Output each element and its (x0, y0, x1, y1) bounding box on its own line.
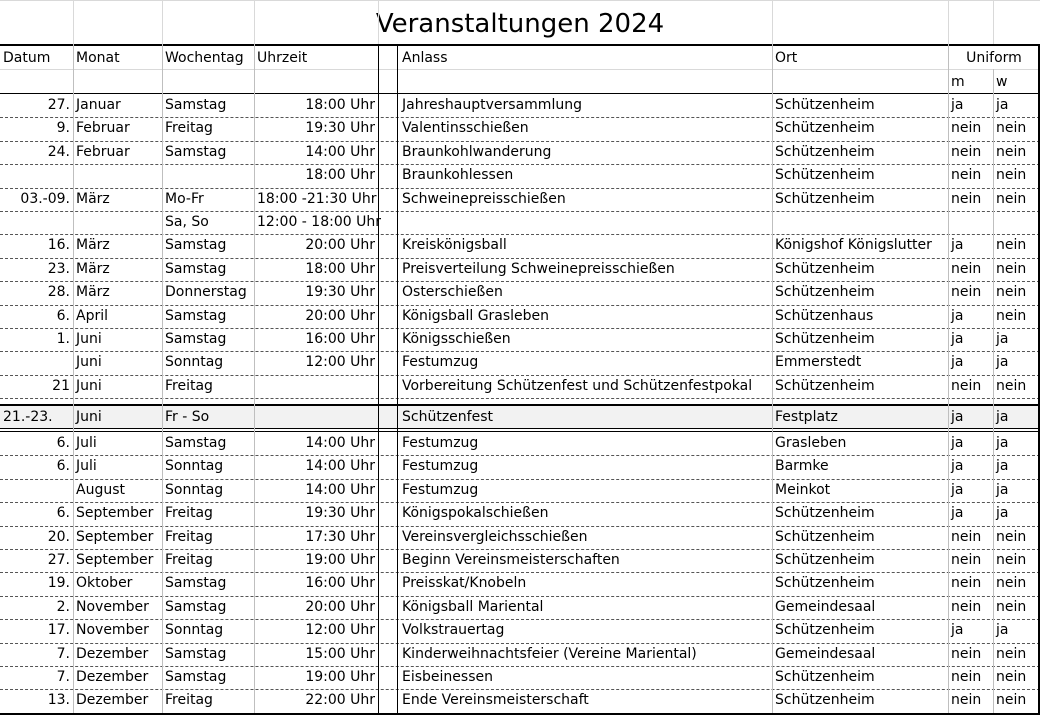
cell-m: nein (951, 377, 982, 394)
cell-monat: September (76, 552, 154, 568)
highlight-anlass: Schützenfest (402, 409, 493, 425)
cell-ort: Schützenheim (775, 167, 875, 184)
header-uhrzeit: Uhrzeit (257, 50, 308, 66)
column-divider (378, 0, 379, 44)
sheet-title: Veranstaltungen 2024 (375, 9, 665, 39)
cell-ort: Schützenhaus (775, 307, 874, 324)
cell-wochentag: Sonntag (165, 354, 224, 371)
cell-m: nein (951, 598, 982, 615)
cell-w (993, 211, 1040, 234)
cell-ort: Schützenheim (775, 528, 875, 545)
cell-m: nein (951, 260, 982, 277)
cell-m: nein (951, 692, 982, 709)
cell-uhrzeit: 17:30 Uhr (305, 528, 375, 545)
cell-w: nein (996, 669, 1027, 685)
cell-wochentag: Samstag (165, 435, 227, 451)
cell-ort (772, 211, 948, 234)
cell-uhrzeit: 18:00 Uhr (305, 260, 375, 277)
cell-w: nein (996, 307, 1027, 324)
cell-w: nein (996, 167, 1027, 184)
cell-anlass: Königsball Grasleben (402, 307, 550, 324)
cell-ort: Meinkot (775, 481, 831, 498)
column-divider (73, 44, 74, 713)
header-datum: Datum (3, 50, 51, 66)
cell-anlass: Festumzug (402, 481, 479, 498)
cell-w: nein (996, 284, 1027, 301)
cell-wochentag: Samstag (165, 143, 227, 160)
cell-anlass: Valentinsschießen (402, 120, 529, 137)
cell-uhrzeit: 16:00 Uhr (305, 575, 375, 592)
column-divider (772, 44, 773, 713)
cell-monat: Oktober (76, 575, 133, 592)
cell-monat: Juni (76, 377, 102, 394)
cell-monat (73, 211, 162, 234)
cell-anlass: Königsschießen (402, 331, 511, 347)
cell-w: nein (996, 692, 1027, 709)
row-divider (0, 398, 1040, 399)
cell-anlass: Ende Vereinsmeisterschaft (402, 692, 589, 709)
column-divider (772, 0, 773, 44)
cell-uhrzeit: 19:00 Uhr (305, 669, 375, 685)
cell-ort: Schützenheim (775, 190, 875, 207)
header-ort: Ort (775, 50, 798, 66)
cell-wochentag: Freitag (165, 120, 213, 137)
highlight-uhrzeit (254, 406, 378, 428)
header-uniform-w: w (996, 74, 1008, 90)
header-anlass: Anlass (402, 50, 448, 66)
cell-anlass (399, 211, 772, 234)
cell-w: ja (996, 435, 1009, 451)
cell-ort: Gemeindesaal (775, 598, 876, 615)
cell-anlass: Festumzug (402, 458, 479, 475)
header-monat: Monat (76, 50, 120, 66)
cell-wochentag: Samstag (165, 307, 227, 324)
cell-m: ja (951, 354, 964, 371)
cell-m: nein (951, 645, 982, 662)
cell-monat: September (76, 505, 154, 522)
column-divider (73, 0, 74, 44)
cell-monat: Februar (76, 120, 130, 137)
cell-uhrzeit: 14:00 Uhr (305, 481, 375, 498)
cell-w: nein (996, 143, 1027, 160)
cell-monat: Januar (76, 97, 121, 113)
cell-wochentag: Samstag (165, 260, 227, 277)
cell-wochentag: Sa, So (165, 214, 209, 230)
cell-uhrzeit: 19:30 Uhr (305, 120, 375, 137)
cell-uhrzeit (254, 375, 378, 398)
cell-datum: 03.-09. (20, 190, 70, 207)
cell-w: ja (996, 505, 1009, 522)
cell-wochentag: Sonntag (165, 622, 224, 639)
cell-datum: 7. (56, 645, 70, 662)
cell-anlass: Osterschießen (402, 284, 503, 301)
cell-ort: Schützenheim (775, 669, 875, 685)
cell-monat: März (76, 260, 110, 277)
cell-ort: Schützenheim (775, 552, 875, 568)
cell-uhrzeit: 20:00 Uhr (305, 598, 375, 615)
cell-m: ja (951, 622, 964, 639)
cell-datum (0, 211, 73, 234)
cell-datum: 6. (56, 435, 70, 451)
cell-monat: November (76, 598, 149, 615)
cell-m: nein (951, 284, 982, 301)
cell-ort: Emmerstedt (775, 354, 862, 371)
cell-anlass: Preisskat/Knobeln (402, 575, 527, 592)
cell-m: ja (951, 505, 964, 522)
cell-uhrzeit: 19:00 Uhr (305, 552, 375, 568)
cell-uhrzeit: 14:00 Uhr (305, 435, 375, 451)
column-divider (254, 0, 255, 44)
cell-uhrzeit: 15:00 Uhr (305, 645, 375, 662)
cell-ort: Königshof Königslutter (775, 237, 932, 254)
cell-ort: Schützenheim (775, 622, 875, 639)
cell-monat: August (76, 481, 125, 498)
cell-monat: März (76, 284, 110, 301)
cell-m: ja (951, 97, 964, 113)
cell-anlass: Eisbeinessen (402, 669, 493, 685)
cell-monat: April (76, 307, 108, 324)
highlight-ort: Festplatz (775, 409, 838, 425)
cell-wochentag: Freitag (165, 528, 213, 545)
cell-wochentag: Samstag (165, 331, 227, 347)
cell-monat: März (76, 237, 110, 254)
column-divider (378, 44, 379, 713)
row-divider (0, 0, 1040, 1)
cell-m: ja (951, 331, 964, 347)
cell-w: nein (996, 598, 1027, 615)
cell-anlass: Braunkohlessen (402, 167, 514, 184)
cell-datum: 13. (47, 692, 70, 709)
cell-anlass: Königspokalschießen (402, 505, 549, 522)
cell-wochentag: Freitag (165, 505, 213, 522)
highlight-m: ja (951, 409, 964, 425)
cell-w: nein (996, 528, 1027, 545)
row-divider (0, 428, 1040, 429)
cell-wochentag: Samstag (165, 598, 227, 615)
cell-m: nein (951, 143, 982, 160)
cell-datum (0, 164, 73, 187)
cell-m: nein (951, 528, 982, 545)
cell-ort: Schützenheim (775, 143, 875, 160)
cell-w: nein (996, 190, 1027, 207)
column-divider (162, 0, 163, 44)
cell-m: ja (951, 481, 964, 498)
cell-w: nein (996, 377, 1027, 394)
cell-w: ja (996, 622, 1009, 639)
cell-datum: 21 (52, 377, 70, 394)
cell-monat: Februar (76, 143, 130, 160)
cell-anlass: Kinderweihnachtsfeier (Vereine Mariental) (402, 645, 697, 662)
cell-datum (0, 351, 73, 374)
cell-anlass: Kreiskönigsball (402, 237, 507, 254)
cell-datum: 27. (47, 552, 70, 568)
cell-datum: 28. (47, 284, 70, 301)
cell-m: nein (951, 190, 982, 207)
cell-wochentag: Samstag (165, 645, 227, 662)
cell-monat: Juni (76, 354, 102, 371)
cell-anlass: Beginn Vereinsmeisterschaften (402, 552, 620, 568)
row-divider (0, 44, 1040, 46)
cell-uhrzeit: 16:00 Uhr (305, 331, 375, 347)
cell-wochentag: Sonntag (165, 458, 224, 475)
cell-ort: Schützenheim (775, 505, 875, 522)
cell-w: nein (996, 260, 1027, 277)
cell-wochentag: Samstag (165, 669, 227, 685)
cell-ort: Schützenheim (775, 692, 875, 709)
cell-uhrzeit: 14:00 Uhr (305, 143, 375, 160)
cell-datum: 20. (47, 528, 70, 545)
column-divider (397, 44, 398, 713)
cell-uhrzeit: 18:00 Uhr (305, 167, 375, 184)
highlight-w: ja (996, 409, 1009, 425)
cell-w: nein (996, 645, 1027, 662)
cell-m: nein (951, 167, 982, 184)
cell-monat: Dezember (76, 669, 149, 685)
cell-anlass: Festumzug (402, 435, 479, 451)
cell-monat: März (76, 190, 110, 207)
cell-uhrzeit: 19:30 Uhr (305, 284, 375, 301)
cell-m: ja (951, 435, 964, 451)
cell-wochentag: Mo-Fr (165, 190, 204, 207)
highlight-datum: 21.-23. (3, 409, 53, 425)
cell-anlass: Jahreshauptversammlung (402, 97, 582, 113)
cell-w: nein (996, 237, 1027, 254)
cell-uhrzeit: 20:00 Uhr (305, 307, 375, 324)
cell-wochentag: Samstag (165, 575, 227, 592)
cell-uhrzeit: 12:00 Uhr (305, 354, 375, 371)
cell-m: nein (951, 120, 982, 137)
cell-w: ja (996, 331, 1009, 347)
cell-anlass: Festumzug (402, 354, 479, 371)
cell-w: nein (996, 575, 1027, 592)
cell-w: nein (996, 120, 1027, 137)
cell-monat: Juli (76, 458, 97, 475)
cell-monat: November (76, 622, 149, 639)
column-divider (993, 0, 994, 44)
cell-monat: Juli (76, 435, 97, 451)
header-wochentag: Wochentag (165, 50, 244, 66)
cell-datum: 9. (56, 120, 70, 137)
cell-wochentag: Donnerstag (165, 284, 247, 301)
cell-wochentag: Freitag (165, 377, 213, 394)
cell-ort: Schützenheim (775, 260, 875, 277)
cell-wochentag: Freitag (165, 692, 213, 709)
cell-uhrzeit: 20:00 Uhr (305, 237, 375, 254)
cell-uhrzeit: 18:00 -21:30 Uhr (257, 190, 377, 207)
cell-wochentag: Samstag (165, 97, 227, 113)
cell-ort: Grasleben (775, 435, 847, 451)
cell-datum: 19. (47, 575, 70, 592)
highlight-wochentag: Fr - So (165, 409, 210, 425)
cell-ort: Gemeindesaal (775, 645, 876, 662)
cell-monat: Dezember (76, 645, 149, 662)
cell-w: ja (996, 458, 1009, 475)
cell-ort: Schützenheim (775, 120, 875, 137)
cell-anlass: Königsball Mariental (402, 598, 544, 615)
cell-datum: 27. (47, 97, 70, 113)
column-divider (254, 44, 255, 713)
cell-anlass: Braunkohlwanderung (402, 143, 552, 160)
cell-uhrzeit: 12:00 Uhr (305, 622, 375, 639)
row-divider (0, 713, 1040, 715)
cell-uhrzeit: 12:00 - 18:00 Uhr (257, 214, 381, 230)
cell-m: ja (951, 307, 964, 324)
cell-datum: 17. (47, 622, 70, 639)
column-divider (948, 0, 949, 44)
cell-datum: 16. (47, 237, 70, 254)
highlight-monat: Juni (76, 409, 102, 425)
cell-datum: 1. (56, 331, 70, 347)
cell-uhrzeit: 19:30 Uhr (305, 505, 375, 522)
cell-uhrzeit: 22:00 Uhr (305, 692, 375, 709)
cell-anlass: Volkstrauertag (402, 622, 505, 639)
cell-m: nein (951, 575, 982, 592)
cell-ort: Schützenheim (775, 331, 875, 347)
cell-datum: 7. (56, 669, 70, 685)
cell-monat (73, 164, 162, 187)
cell-wochentag: Samstag (165, 237, 227, 254)
cell-w: ja (996, 97, 1009, 113)
cell-datum: 23. (47, 260, 70, 277)
cell-uhrzeit: 18:00 Uhr (305, 97, 375, 113)
column-divider (948, 44, 949, 713)
cell-wochentag: Freitag (165, 552, 213, 568)
cell-ort: Schützenheim (775, 377, 875, 394)
cell-uhrzeit: 14:00 Uhr (305, 458, 375, 475)
cell-wochentag: Sonntag (165, 481, 224, 498)
cell-anlass: Schweinepreisschießen (402, 190, 566, 207)
cell-m: nein (951, 669, 982, 685)
cell-ort: Schützenheim (775, 575, 875, 592)
cell-monat: Juni (76, 331, 102, 347)
header-uniform-m: m (951, 74, 965, 90)
cell-m: ja (951, 458, 964, 475)
cell-datum: 6. (56, 307, 70, 324)
row-divider (0, 69, 1040, 70)
cell-ort: Barmke (775, 458, 829, 475)
cell-datum: 24. (47, 143, 70, 160)
cell-wochentag (162, 164, 254, 187)
cell-datum: 6. (56, 505, 70, 522)
cell-datum: 2. (56, 598, 70, 615)
cell-m (948, 211, 993, 234)
column-divider (162, 44, 163, 713)
cell-anlass: Preisverteilung Schweinepreisschießen (402, 260, 675, 277)
header-uniform: Uniform (966, 50, 1022, 66)
cell-datum: 6. (56, 458, 70, 475)
cell-w: ja (996, 354, 1009, 371)
column-divider (993, 69, 994, 713)
cell-ort: Schützenheim (775, 97, 875, 113)
cell-anlass: Vorbereitung Schützenfest und Schützenfestpokal (402, 377, 753, 394)
cell-w: nein (996, 552, 1027, 568)
cell-w: ja (996, 481, 1009, 498)
cell-m: nein (951, 552, 982, 568)
cell-anlass: Vereinsvergleichsschießen (402, 528, 588, 545)
cell-monat: September (76, 528, 154, 545)
cell-datum (0, 479, 73, 502)
cell-monat: Dezember (76, 692, 149, 709)
cell-ort: Schützenheim (775, 284, 875, 301)
cell-m: ja (951, 237, 964, 254)
